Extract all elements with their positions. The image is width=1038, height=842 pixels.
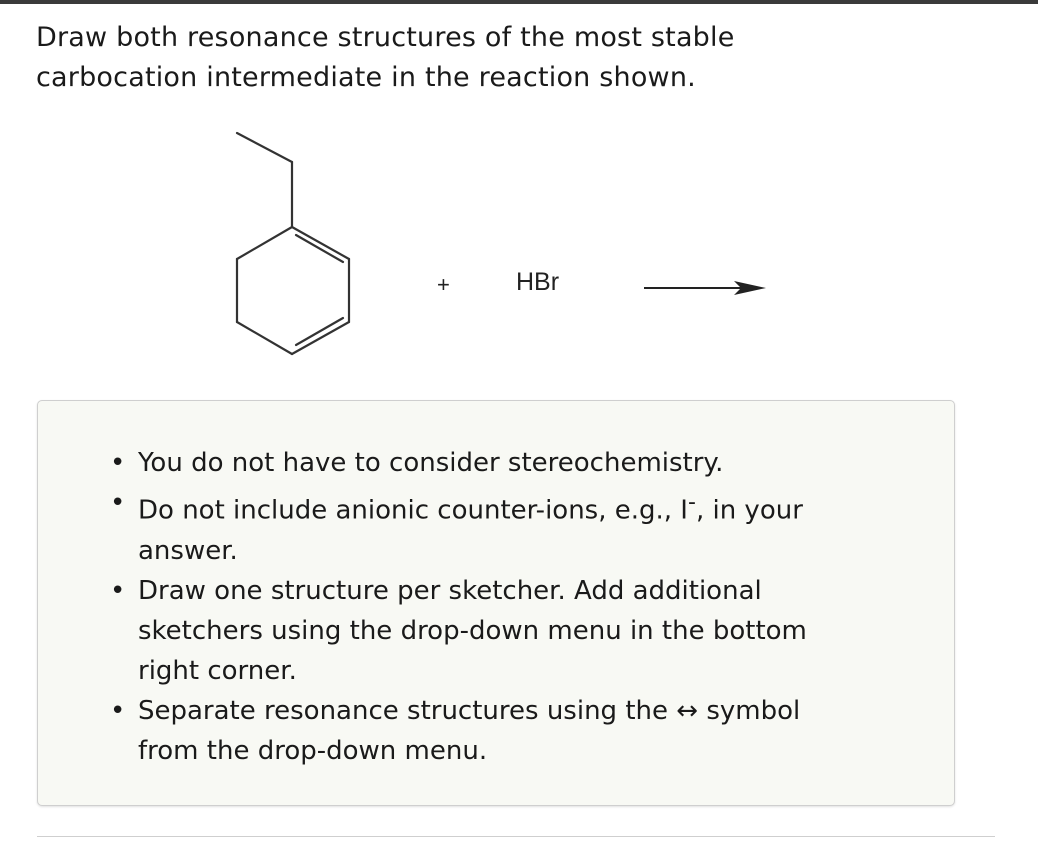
list-item xyxy=(110,443,924,483)
ring-bond-6 xyxy=(237,227,292,259)
bullet-icon: • xyxy=(110,575,126,606)
note-resonance-text-2: symbol xyxy=(698,695,801,726)
list-item xyxy=(110,483,924,571)
reactant-structure xyxy=(0,120,1038,380)
note-sketcher-line-2: sketchers using the drop-down menu in the bottom xyxy=(138,615,807,646)
note-counter-ions-text-2: , in your xyxy=(695,495,803,526)
prompt-line-2: carbocation intermediate in the reaction shown. xyxy=(36,62,696,93)
bullet-icon: • xyxy=(110,488,126,518)
reaction-scheme xyxy=(0,120,1038,380)
resonance-arrow-icon: ↔ xyxy=(676,695,699,726)
ring-bond-1-double xyxy=(296,235,343,262)
plus-sign: + xyxy=(437,272,450,297)
ethyl-bond-1 xyxy=(237,133,292,162)
instructions-list xyxy=(38,401,954,771)
list-item xyxy=(110,691,924,771)
note-resonance-text: Separate resonance structures using the xyxy=(138,695,677,726)
top-border xyxy=(0,0,1038,4)
ring-bond-3 xyxy=(292,322,349,354)
reaction-arrow-icon xyxy=(642,276,772,300)
note-counter-ions-text: Do not include anionic counter-ions, e.g., I xyxy=(138,495,688,526)
question-prompt xyxy=(36,18,996,98)
bullet-icon: • xyxy=(110,448,126,478)
reagent-label: HBr xyxy=(516,268,560,296)
ring-bond-1 xyxy=(292,227,349,259)
note-sketcher-line-3: right corner. xyxy=(138,655,297,686)
ring-bond-3-double xyxy=(296,318,343,345)
divider xyxy=(37,836,995,837)
note-resonance-text-3: from the drop-down menu. xyxy=(138,735,488,766)
bullet-icon: • xyxy=(110,695,126,726)
note-counter-ions-superscript: - xyxy=(687,490,696,515)
list-item xyxy=(110,571,924,691)
note-stereochemistry: You do not have to consider stereochemistry. xyxy=(138,448,724,478)
instructions-panel xyxy=(37,400,955,806)
prompt-line-1: Draw both resonance structures of the most stable xyxy=(36,22,735,53)
note-sketcher-line-1: Draw one structure per sketcher. Add additional xyxy=(138,575,762,606)
ring-bond-4 xyxy=(237,322,292,354)
note-counter-ions-text-3: answer. xyxy=(138,535,238,566)
